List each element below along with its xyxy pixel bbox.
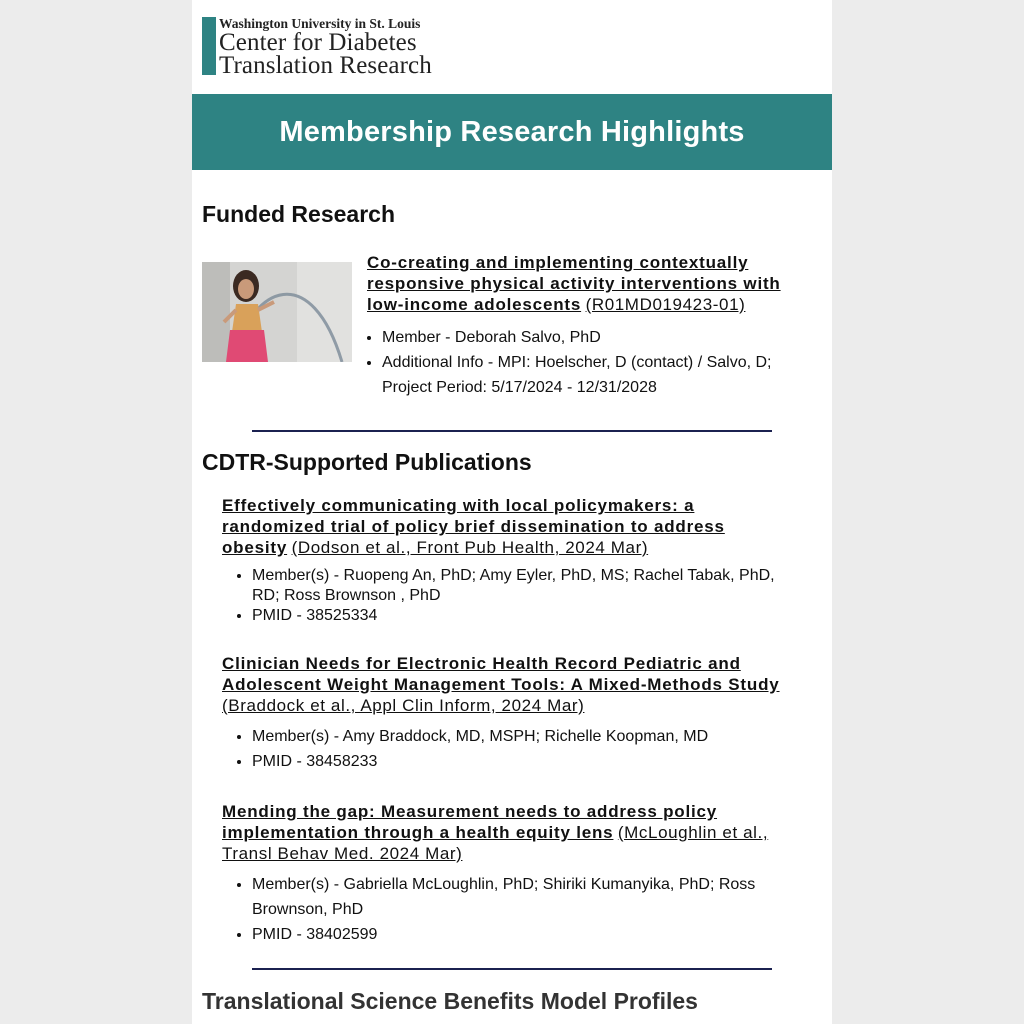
header-banner (192, 94, 832, 170)
photo-child-playing (202, 262, 352, 362)
funded-research-item (367, 252, 822, 400)
funded-research-photo[interactable] (202, 262, 352, 362)
logo-line-1: Center for Diabetes (219, 29, 417, 56)
funded-project-details (367, 325, 822, 400)
logo-bar (202, 17, 216, 75)
publication-title-link[interactable]: Mending the gap: Measurement needs to address policy implementation through a health equity lens (222, 802, 718, 842)
publication-members: • Member(s) - Amy Braddock, MD, MSPH; Richelle Koopman, MD (252, 724, 792, 749)
publication-citation-link[interactable]: (Braddock et al., Appl Clin Inform, 2024 Mar) (222, 696, 585, 715)
logo-line-2: Translation Research (219, 52, 432, 79)
publication-item (222, 801, 792, 947)
publication-citation-link[interactable]: (Dodson et al., Front Pub Health, 2024 Mar) (291, 538, 649, 557)
publication-details (222, 566, 792, 626)
publication-citation-link[interactable]: (McLoughlin et al., Transl Behav Med. 2024 Mar) (222, 823, 769, 863)
publication-pmid: • PMID - 38402599 (252, 922, 792, 947)
publication-title-link[interactable]: Clinician Needs for Electronic Health Record Pediatric and Adolescent Weight Management Tools: A Mixed-Methods Study (222, 654, 780, 694)
publication-members: • Member(s) - Ruopeng An, PhD; Amy Eyler, PhD, MS; Rachel Tabak, PhD, RD; Ross Brownson , PhD (252, 566, 792, 606)
tsbm-heading: Translational Science Benefits Model Profiles (202, 988, 698, 1014)
email-page (192, 0, 832, 1024)
cdtr-logo[interactable] (202, 16, 462, 79)
publication-item (222, 495, 792, 626)
publication-details (222, 872, 792, 947)
funded-project-grant-link[interactable]: (R01MD019423-01) (585, 295, 746, 314)
banner-title: Membership Research Highlights (279, 115, 745, 148)
publication-pmid: • PMID - 38525334 (252, 606, 792, 626)
section-divider (252, 968, 772, 970)
funded-research-heading: Funded Research (202, 201, 395, 227)
publications-heading: CDTR-Supported Publications (202, 449, 532, 475)
funded-additional-info: • Additional Info - MPI: Hoelscher, D (contact) / Salvo, D; Project Period: 5/17/2024 - 12/31/2028 (382, 350, 822, 400)
publication-title-link[interactable]: Effectively communicating with local policymakers: a randomized trial of policy brief dissemination to address obesity (222, 496, 725, 557)
funded-project-title-link[interactable]: Co-creating and implementing contextually responsive physical activity interventions with low-income adolescents (367, 253, 781, 314)
publication-details (222, 724, 792, 774)
funded-member: • Member - Deborah Salvo, PhD (382, 325, 822, 350)
logo-university-text: Washington University in St. Louis (219, 16, 421, 31)
publication-pmid: • PMID - 38458233 (252, 749, 792, 774)
publication-members: • Member(s) - Gabriella McLoughlin, PhD; Shiriki Kumanyika, PhD; Ross Brownson, PhD (252, 872, 792, 922)
publication-item (222, 653, 792, 774)
section-divider (252, 430, 772, 432)
